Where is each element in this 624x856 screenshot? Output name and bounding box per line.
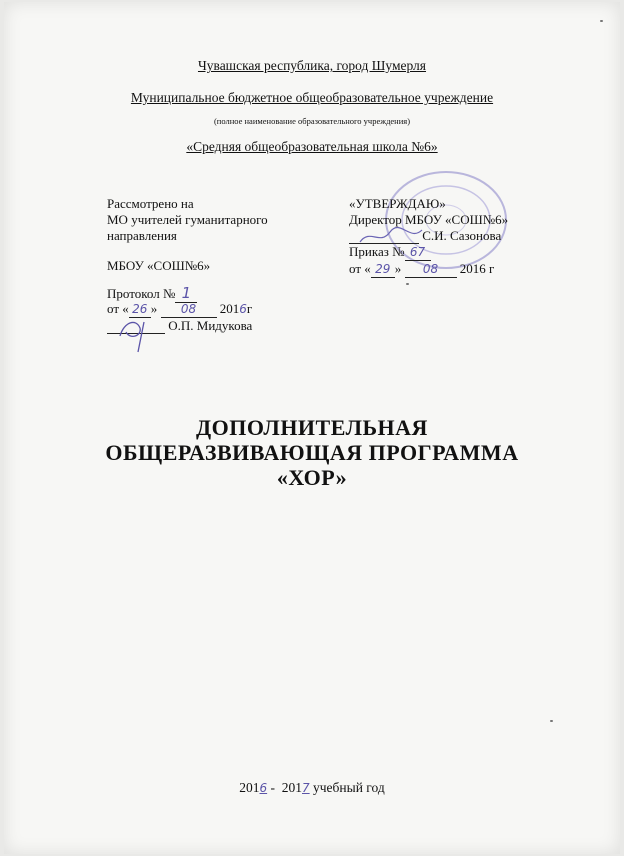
signature-scribble-left (114, 314, 164, 354)
year-end-prefix: 201 (281, 780, 302, 795)
approval-year-suffix: г (489, 261, 495, 276)
protocol-number: 1 (181, 284, 192, 302)
protocol-date-day: 26 (132, 302, 148, 316)
institution-type: Муниципальное бюджетное общеобразовательное учреждение (130, 90, 494, 105)
approve-label: «УТВЕРЖДАЮ» (349, 196, 446, 211)
document-page (4, 2, 620, 854)
order-label: Приказ № (349, 244, 405, 259)
program-title-line-1: ДОПОЛНИТЕЛЬНАЯ (196, 415, 428, 440)
protocol-year-digit: 6 (239, 302, 247, 316)
protocol-date-prefix: от « (107, 301, 129, 316)
year-label: учебный год (309, 780, 385, 795)
scan-speck (406, 283, 409, 285)
scan-speck (600, 20, 603, 22)
year-start-digit: 6 (259, 781, 268, 795)
program-title-line-3: «ХОР» (276, 465, 348, 490)
protocol-date-month: 08 (180, 302, 197, 316)
approval-year: 2016 (459, 261, 486, 276)
institution-note: (полное наименование образовательного учреждения) (213, 116, 411, 126)
region-line: Чувашская республика, город Шумерля (197, 58, 427, 73)
signature-scribble-right (356, 224, 426, 250)
year-end-digit: 7 (302, 781, 310, 795)
protocol-date-mid: » (150, 301, 158, 316)
review-block (107, 196, 268, 244)
protocol-year-suffix: г (246, 301, 253, 316)
school-name: «Средняя общеобразовательная школа №6» (186, 139, 438, 154)
year-separator: - (267, 780, 282, 795)
approval-date-month: 08 (422, 262, 439, 276)
director-name: С.И. Сазонова (422, 228, 502, 243)
director-label: Директор МБОУ «СОШ№6» (349, 212, 509, 227)
protocol-year-prefix: 201 (219, 301, 240, 316)
order-number: 67 (409, 245, 426, 259)
review-line-3: направления (107, 228, 177, 243)
approval-date-mid: » (394, 261, 402, 276)
approval-date (349, 261, 508, 278)
approval-date-day: 29 (375, 262, 391, 276)
year-start-prefix: 201 (239, 780, 260, 795)
school-year (4, 780, 620, 796)
scan-speck (550, 720, 553, 722)
protocol-label: Протокол № (107, 286, 176, 301)
review-line-1: Рассмотрено на (107, 196, 194, 211)
review-school: МБОУ «СОШ№6» (107, 258, 211, 273)
approval-date-prefix: от « (349, 261, 371, 276)
program-title-line-2: ОБЩЕРАЗВИВАЮЩАЯ ПРОГРАММА (105, 440, 519, 465)
protocol-signer: О.П. Мидукова (168, 318, 253, 333)
review-line-2: МО учителей гуманитарного (107, 212, 268, 227)
